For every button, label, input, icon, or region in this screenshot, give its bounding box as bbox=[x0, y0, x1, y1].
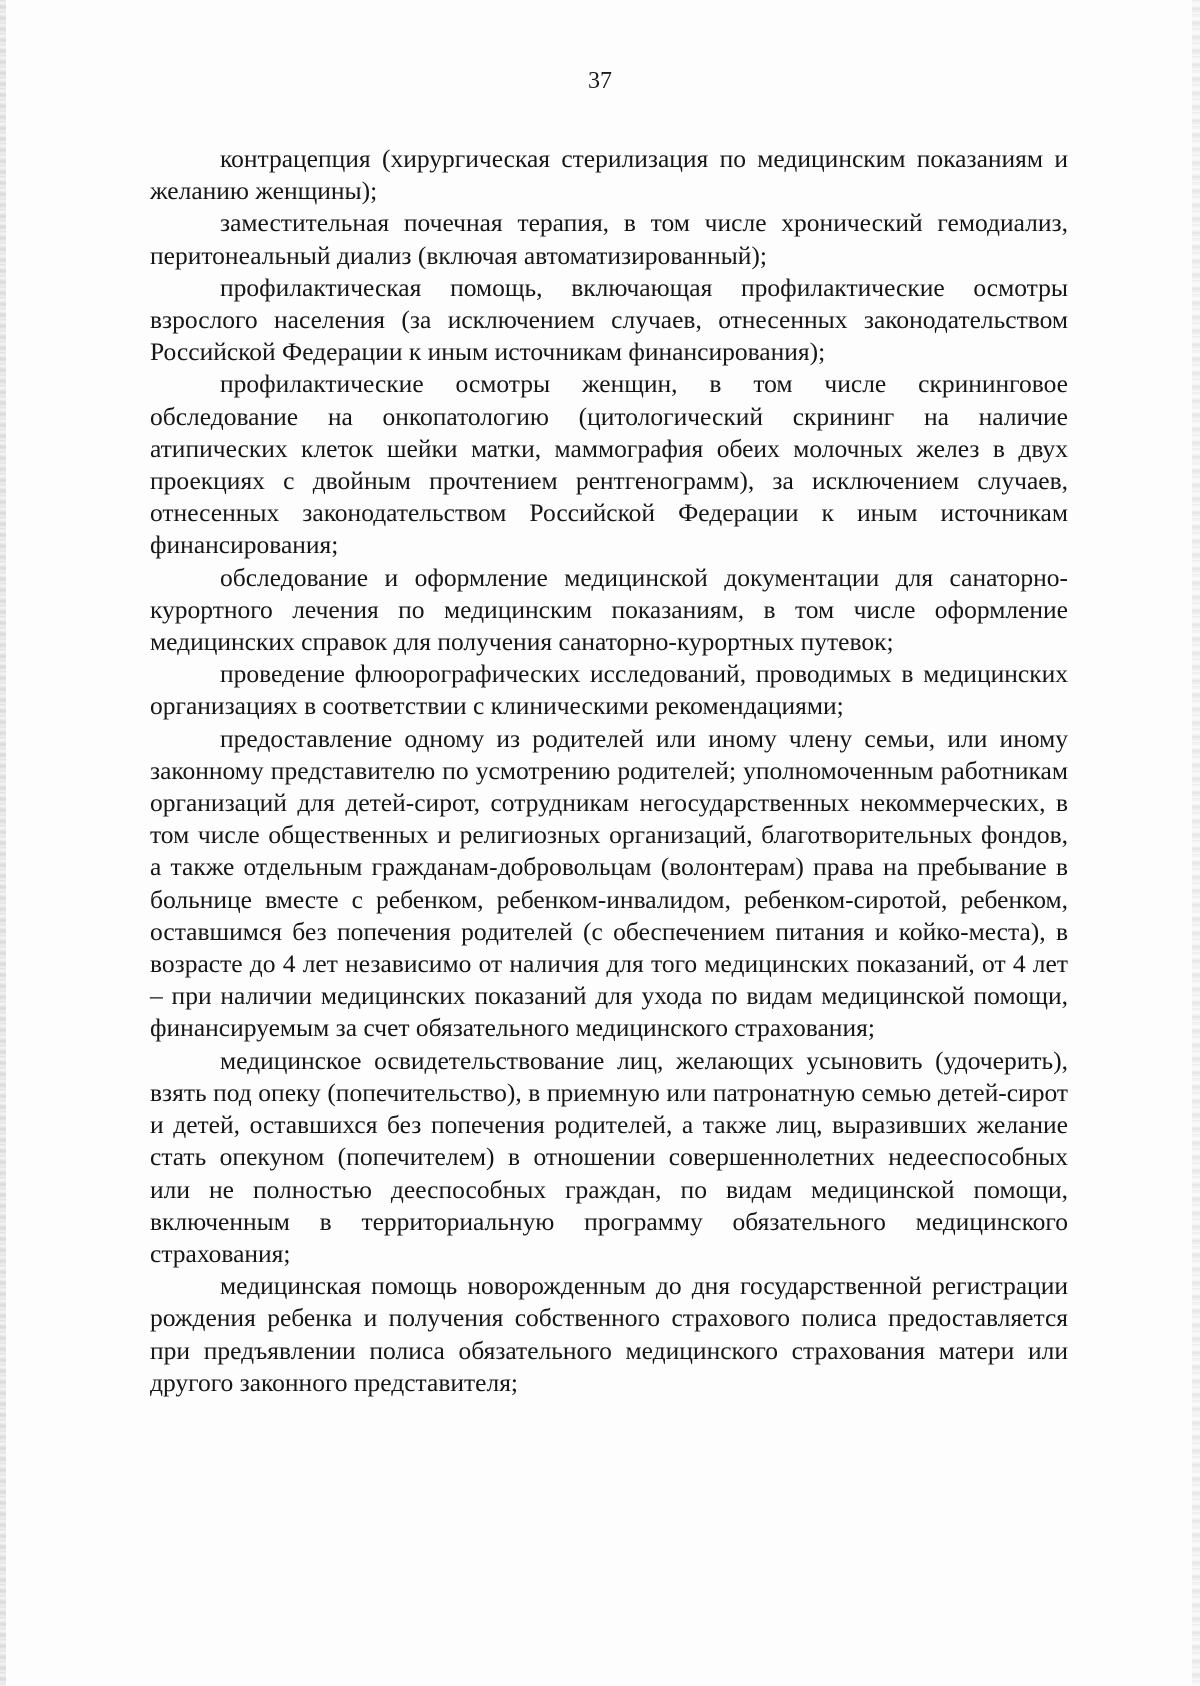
paragraph-preventive-care: профилактическая помощь, включающая профилактические осмотры взрослого населения (за исключением случаев, отнесенных законодательством Российской Федерации к иным источникам финансирования); bbox=[150, 272, 1068, 367]
paragraph-contraception: контрацепция (хирургическая стерилизация по медицинским показаниям и желанию женщины); bbox=[150, 144, 1068, 206]
paragraph-renal-therapy: заместительная почечная терапия, в том числе хронический гемодиализ, перитонеальный диализ (включая автоматизированный); bbox=[150, 208, 1068, 270]
document-body bbox=[150, 143, 1068, 1399]
paragraph-adoption-examination: медицинское освидетельствование лиц, желающих усыновить (удочерить), взять под опеку (попечительство), в приемную или патронатную семью детей-сирот и детей, оставшихся без попечения родителей, а также лиц, выразивших желание стать опекуном (попечителем) в отношении совершеннолетних недееспособных или не полностью дееспособных граждан, по видам медицинской помощи, включенным в территориальную программу обязательного медицинского страхования; bbox=[150, 1045, 1068, 1268]
scan-edge-right bbox=[1192, 0, 1200, 1686]
paragraph-newborn-care: медицинская помощь новорожденным до дня государственной регистрации рождения ребенка и получения собственного страхового полиса предоставляется при предъявлении полиса обязательного медицинского страхования матери или другого законного представителя; bbox=[150, 1271, 1068, 1397]
paragraph-sanatorium-documents: обследование и оформление медицинской документации для санаторно-курортного лечения по медицинским показаниям, в том числе оформление медицинских справок для получения санаторно-курортных путевок; bbox=[150, 562, 1068, 657]
scan-edge-left bbox=[0, 0, 6, 1686]
paragraph-womens-screening: профилактические осмотры женщин, в том числе скрининговое обследование на онкопатологию (цитологический скрининг на наличие атипических клеток шейки матки, маммография обеих молочных желез в двух проекциях с двойным прочтением рентгенограмм), за исключением случаев, отнесенных законодательством Российской Федерации к иным источникам финансирования; bbox=[150, 369, 1068, 560]
page-number: 37 bbox=[588, 68, 612, 94]
paragraph-hospital-stay-with-child: предоставление одному из родителей или иному члену семьи, или иному законному представителю по усмотрению родителей; уполномоченным работникам организаций для детей-сирот, сотрудникам негосударственных некоммерческих, в том числе общественных и религиозных организаций, благотворительных фондов, а также отдельным гражданам-добровольцам (волонтерам) права на пребывание в больнице вместе с ребенком, ребенком-инвалидом, ребенком-сиротой, ребенком, оставшимся без попечения родителей (с обеспечением питания и койко-места), в возрасте до 4 лет независимо от наличия для того медицинских показаний, от 4 лет – при наличии медицинских показаний для ухода по видам медицинской помощи, финансируемым за счет обязательного медицинского страхования; bbox=[150, 723, 1068, 1043]
paragraph-fluorography: проведение флюорографических исследований, проводимых в медицинских организациях в соответствии с клиническими рекомендациями; bbox=[150, 659, 1068, 721]
